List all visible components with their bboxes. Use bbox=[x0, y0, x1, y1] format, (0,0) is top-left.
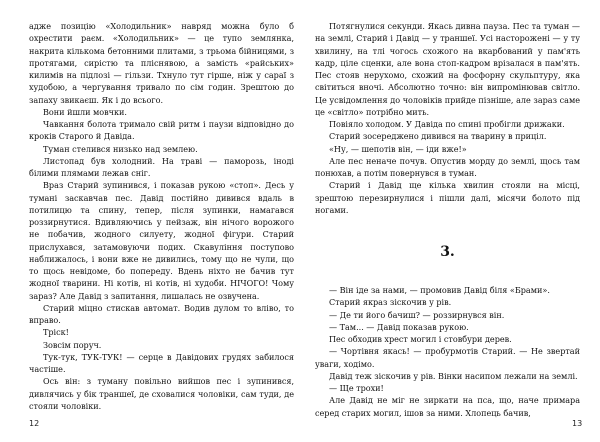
paragraph: Туман стелився низько над землею. bbox=[43, 143, 198, 154]
right-page-top-text bbox=[315, 20, 580, 216]
paragraph: Старий якраз зіскочив у рів. bbox=[329, 297, 452, 308]
paragraph: Зовсім поруч. bbox=[43, 339, 102, 350]
paragraph: Потягнулися секунди. Якась дивна пауза. Пес та туман — на землі, Старий і Давід — у траншеї. Усі насторожені — у ту хвилину, на тлі чогось схожого на вкарбований у пам'ять кадр, ціле сценки, але вона стоп-кадром врізалася в пам'ять. Пес стояв нерухомо, схожий на фосфорну скульптуру, яка світиться вночі. Абсолютно точно: він випромінював світло. Це усвідомлення до чоловіків прийде пізніше, але зараз саме це «світло» потрібно мить. bbox=[315, 21, 580, 117]
paragraph: «Ну, — шепотів він, — іди вже!» bbox=[329, 143, 467, 154]
left-page bbox=[29, 20, 294, 420]
paragraph: Повіяло холодом. У Давіда по спині пробігли дрижаки. bbox=[329, 119, 565, 129]
paragraph: Ось він: з туману повільно вийшов пес і зупинився, дивлячись у бік траншеї, де сховалися чоловіки, сам туди, де стояли чоловіки. bbox=[29, 376, 294, 411]
paragraph: Але Давід не міг не зиркати на пса, що, наче примара серед старих могил, ішов за ними. Хлопець бачив, bbox=[315, 395, 580, 418]
paragraph: Але пес неначе почув. Опустив морду до землі, щось там понюхав, а потім повернувся в туман. bbox=[315, 155, 580, 178]
paragraph: Старий зосереджено дивився на тварину в приціл. bbox=[329, 131, 547, 142]
paragraph: Вони йшли мовчки. bbox=[43, 106, 127, 117]
paragraph: — Чортівня якась! — пробурмотів Старий. — Не звертай уваги, ходімо. bbox=[315, 346, 580, 369]
paragraph: Старий міцно стискав автомат. Водив дулом то вліво, то вправо. bbox=[29, 302, 294, 325]
paragraph: Враз Старий зупинився, і показав рукою «стоп». Десь у тумані заскавчав пес. Давід постійно дивився вдаль в потилицю та спину, тепер, після зупинки, намагався роззирнутися. Вдивляючись у пейзаж, він нічого ворожого не побачив, жодного силуету, жодної фігури. Старий прислухався, затамовуючи подих. Скавуління поступово наближалось, і вони вже не дивились, тому що не чули, що то щось невідоме, бо попереду. Вдень ніхто не бачив тут жодної тварини. Ні котів, ні котів, ні худоби. НІЧОГО! Чому зараз? Але Давід з запитання, лишалась не озвучена. bbox=[29, 180, 294, 301]
page-number-left: 12 bbox=[29, 419, 40, 428]
paragraph: Старий і Давід ще кілька хвилин стояли на місці, зрештою перезирнулися і пішли далі, місячи болото під ногами. bbox=[315, 180, 580, 215]
right-page bbox=[315, 20, 580, 420]
paragraph: — Де ти його бачиш? — роззирнувся він. bbox=[329, 309, 505, 320]
paragraph: — Ще трохи! bbox=[329, 383, 384, 393]
right-page-bottom-text bbox=[315, 284, 580, 419]
page-number-right: 13 bbox=[572, 419, 583, 428]
paragraph: Пес обходив хрест могил і стовбури дерев. bbox=[329, 334, 512, 344]
paragraph: Тріск! bbox=[43, 327, 69, 338]
chapter-number: 3. bbox=[440, 244, 455, 260]
paragraph: Листопад був холодний. На траві — паморозь, іноді білими плямами лежав сніг. bbox=[29, 155, 294, 178]
paragraph: Тук-тук, ТУК-ТУК! — серце в Давідових грудях забилося частіше. bbox=[29, 351, 294, 374]
paragraph: Давід теж зіскочив у рів. Вінки насипом лежали на землі. bbox=[329, 370, 578, 381]
paragraph: — Там... — Давід показав рукою. bbox=[329, 321, 469, 332]
paragraph: — Він іде за нами, — промовив Давід біля «Брами». bbox=[329, 285, 550, 295]
paragraph: Чавкання болота тримало свій ритм і паузи відповідно до кроків Старого й Давіда. bbox=[29, 119, 294, 142]
paragraph: адже позицію «Холодильник» навряд можна було б охрестити раєм. «Холодильник» — це тупо землянка, накрита кількома бетонними плитами, з трьома бійницями, з протягами, сирістю та пліснявою, а замість «райських» килимів на підлозі — гільзи. Тхнуло тут гірше, ніж у сараї з худобою, а чергування тривало по сім годин. Зрештою до запаху звикаєш. Як і до всього. bbox=[29, 21, 294, 105]
